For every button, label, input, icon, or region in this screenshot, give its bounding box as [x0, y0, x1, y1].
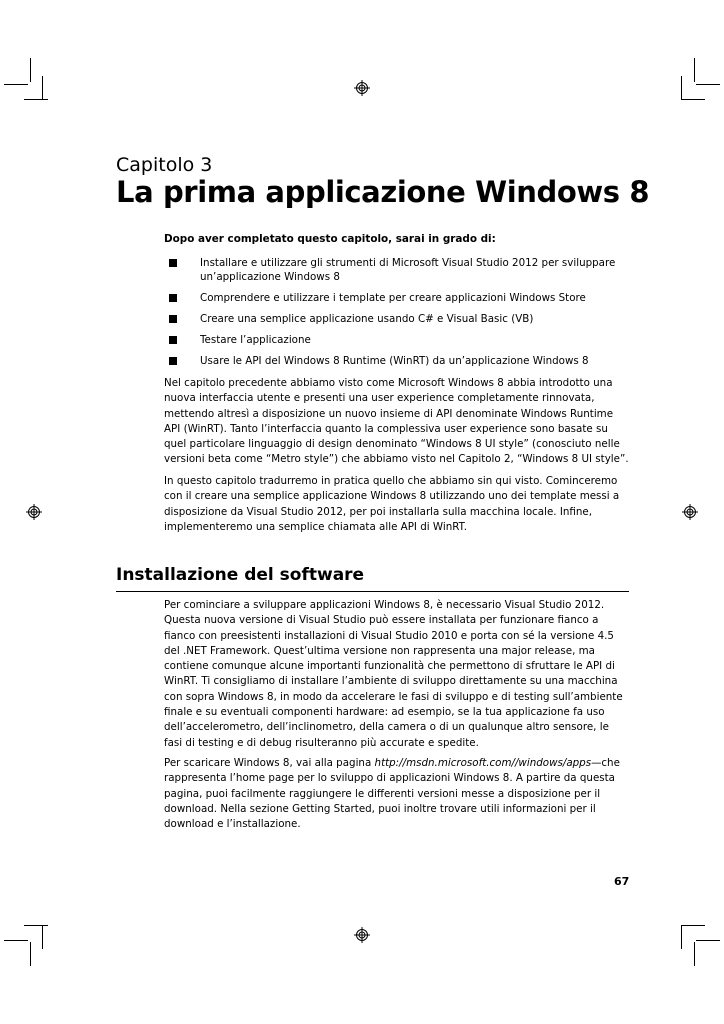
crop-mark-icon — [694, 942, 695, 966]
bullet-square-icon — [169, 259, 177, 267]
paragraph-text: Per scaricare Windows 8, vai alla pagina — [164, 757, 375, 769]
list-item — [200, 256, 630, 284]
objectives-list — [200, 256, 630, 375]
section-heading: Installazione del software — [116, 565, 365, 585]
body-paragraph — [164, 756, 630, 832]
crop-mark-icon — [681, 76, 682, 100]
bullet-square-icon — [169, 357, 177, 365]
list-item — [200, 312, 630, 326]
crop-mark-icon — [681, 99, 705, 100]
crop-mark-icon — [24, 99, 48, 100]
crop-mark-icon — [696, 940, 720, 941]
chapter-number: Capitolo 3 — [116, 154, 213, 176]
list-item-text: Comprendere e utilizzare i template per creare applicazioni Windows Store — [200, 292, 586, 304]
registration-mark-icon — [354, 80, 370, 96]
list-item — [200, 333, 630, 347]
crop-mark-icon — [696, 84, 720, 85]
registration-mark-icon — [682, 504, 698, 520]
registration-mark-icon — [354, 927, 370, 943]
crop-mark-icon — [4, 84, 28, 85]
crop-mark-icon — [681, 925, 705, 926]
list-item — [200, 354, 630, 368]
objectives-intro: Dopo aver completato questo capitolo, sarai in grado di: — [164, 233, 496, 245]
crop-mark-icon — [681, 925, 682, 949]
list-item — [200, 291, 630, 305]
chapter-title: La prima applicazione Windows 8 — [116, 175, 650, 209]
body-paragraph: In questo capitolo tradurremo in pratica quello che abbiamo sin qui visto. Cominceremo con il creare una semplice applicazione Windows 8 utilizzando uno dei template messi a disposizione da Visual Studio 2012, per poi installarla sulla macchina locale. Infine, implementeremo una semplice chiamata alle API di WinRT. — [164, 475, 620, 533]
body-paragraph: Per cominciare a sviluppare applicazioni Windows 8, è necessario Visual Studio 2012. Questa nuova versione di Visual Studio può essere installata per funzionare fianco a fianco con preesistenti installazioni di Visual Studio 2010 e porta con sé la versione 4.5 del .NET Framework. Quest’ultima versione non rappresenta una major release, ma contiene comunque alcune importanti funzionalità che permettono di sfruttare le API di WinRT. Ti consigliamo di installare l’ambiente di sviluppo direttamente su una macchina con sopra Windows 8, in modo da accelerare le fasi di sviluppo e di testing sull’ambiente finale e su eventuali componenti hardware: ad esempio, se la tua applicazione fa uso dell’accelerometro, dell’inclinometro, della camera o di un qualunque altro sensore, le fasi di testing e di debug risulteranno più accurate e spedite. — [164, 599, 623, 749]
list-item-text: Creare una semplice applicazione usando C# e Visual Basic (VB) — [200, 313, 534, 325]
bullet-square-icon — [169, 336, 177, 344]
list-item-text: Installare e utilizzare gli strumenti di Microsoft Visual Studio 2012 per sviluppare un’applicazione Windows 8 — [200, 257, 616, 283]
bullet-square-icon — [169, 294, 177, 302]
crop-mark-icon — [42, 76, 43, 100]
page-number: 67 — [614, 875, 630, 888]
crop-mark-icon — [24, 925, 48, 926]
crop-mark-icon — [4, 940, 28, 941]
registration-mark-icon — [26, 504, 42, 520]
crop-mark-icon — [694, 58, 695, 82]
list-item-text: Usare le API del Windows 8 Runtime (WinRT) da un’applicazione Windows 8 — [200, 355, 589, 367]
crop-mark-icon — [30, 942, 31, 966]
crop-mark-icon — [30, 58, 31, 82]
crop-mark-icon — [42, 925, 43, 949]
body-paragraph: Nel capitolo precedente abbiamo visto come Microsoft Windows 8 abbia introdotto una nuova interfaccia utente e presenti una user experience completamente rinnovata, mettendo altresì a disposizione un nuovo insieme di API denominate Windows Runtime API (WinRT). Tanto l’interfaccia quanto la complessiva user experience sono basate su quel particolare linguaggio di design denominato “Windows 8 UI style” (conosciuto nelle versioni beta come “Metro style”) che abbiamo visto nel Capitolo 2, “Windows 8 UI style”. — [164, 377, 629, 466]
paragraph-text: —che rappresenta l’home page per lo sviluppo di applicazioni Windows 8. A partire da questa pagina, puoi facilmente raggiungere le differenti versioni messe a disposizione per il download. Nella sezione Getting Started, puoi inoltre trovare utili informazioni per il download e l’installazione. — [164, 757, 620, 831]
bullet-square-icon — [169, 315, 177, 323]
list-item-text: Testare l’applicazione — [200, 334, 311, 346]
msdn-link[interactable]: http://msdn.microsoft.com//windows/apps — [374, 757, 592, 769]
section-rule — [116, 591, 629, 592]
